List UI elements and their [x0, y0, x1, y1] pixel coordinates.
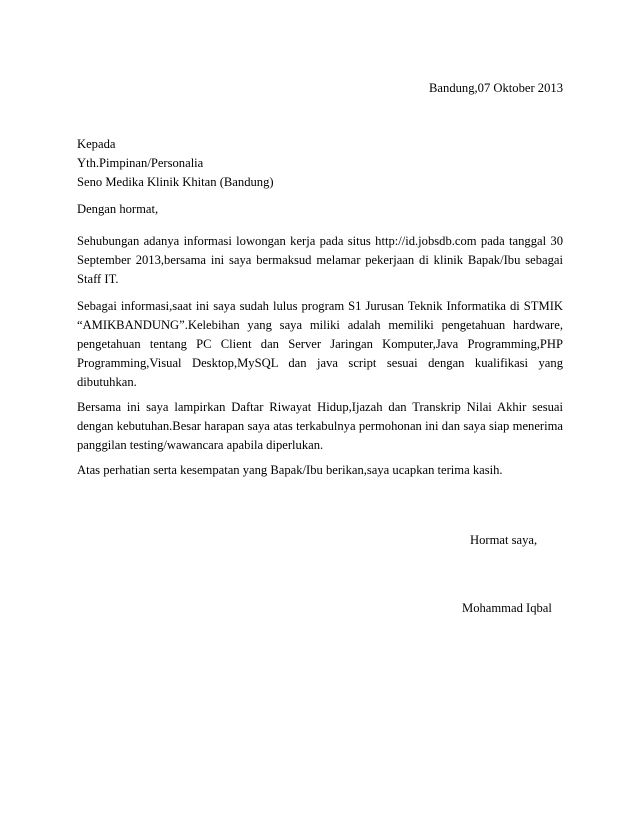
paragraph-intro: Sehubungan adanya informasi lowongan kerja pada situs http://id.jobsdb.com pada tanggal 30 September 2013,bersama ini saya bermaksud melamar pekerjaan di klinik Bapak/Ibu sebagai Staff IT.	[77, 234, 563, 286]
recipient-line-kepada: Kepada	[77, 137, 116, 151]
signer-name: Mohammad Iqbal	[462, 601, 552, 615]
closing: Hormat saya,	[470, 533, 538, 547]
paragraph-qualifications: Sebagai informasi,saat ini saya sudah lulus program S1 Jurusan Teknik Informatika di STMIK “AMIKBANDUNG”.Kelebihan yang saya miliki adalah memiliki pengetahuan hardware, pengetahuan tentang PC Client dan Server Jaringan Komputer,Java Programming,PHP Programming,Visual Desktop,MySQL dan java script sesuai dengan kualifikasi yang dibutuhkan.	[77, 299, 563, 389]
recipient-line-company: Seno Medika Klinik Khitan (Bandung)	[77, 175, 274, 189]
recipient-line-title: Yth.Pimpinan/Personalia	[77, 156, 204, 170]
recipient-block	[77, 135, 563, 192]
letter-date: Bandung,07 Oktober 2013	[429, 81, 563, 95]
salutation: Dengan hormat,	[77, 202, 159, 216]
paragraph-thanks: Atas perhatian serta kesempatan yang Bapak/Ibu berikan,saya ucapkan terima kasih.	[77, 463, 503, 477]
paragraph-attachments: Bersama ini saya lampirkan Daftar Riwayat Hidup,Ijazah dan Transkrip Nilai Akhir sesuai dengan kebutuhan.Besar harapan saya atas terkabulnya permohonan ini dan saya siap menerima panggilan testing/wawancara apabila diperlukan.	[77, 400, 563, 452]
